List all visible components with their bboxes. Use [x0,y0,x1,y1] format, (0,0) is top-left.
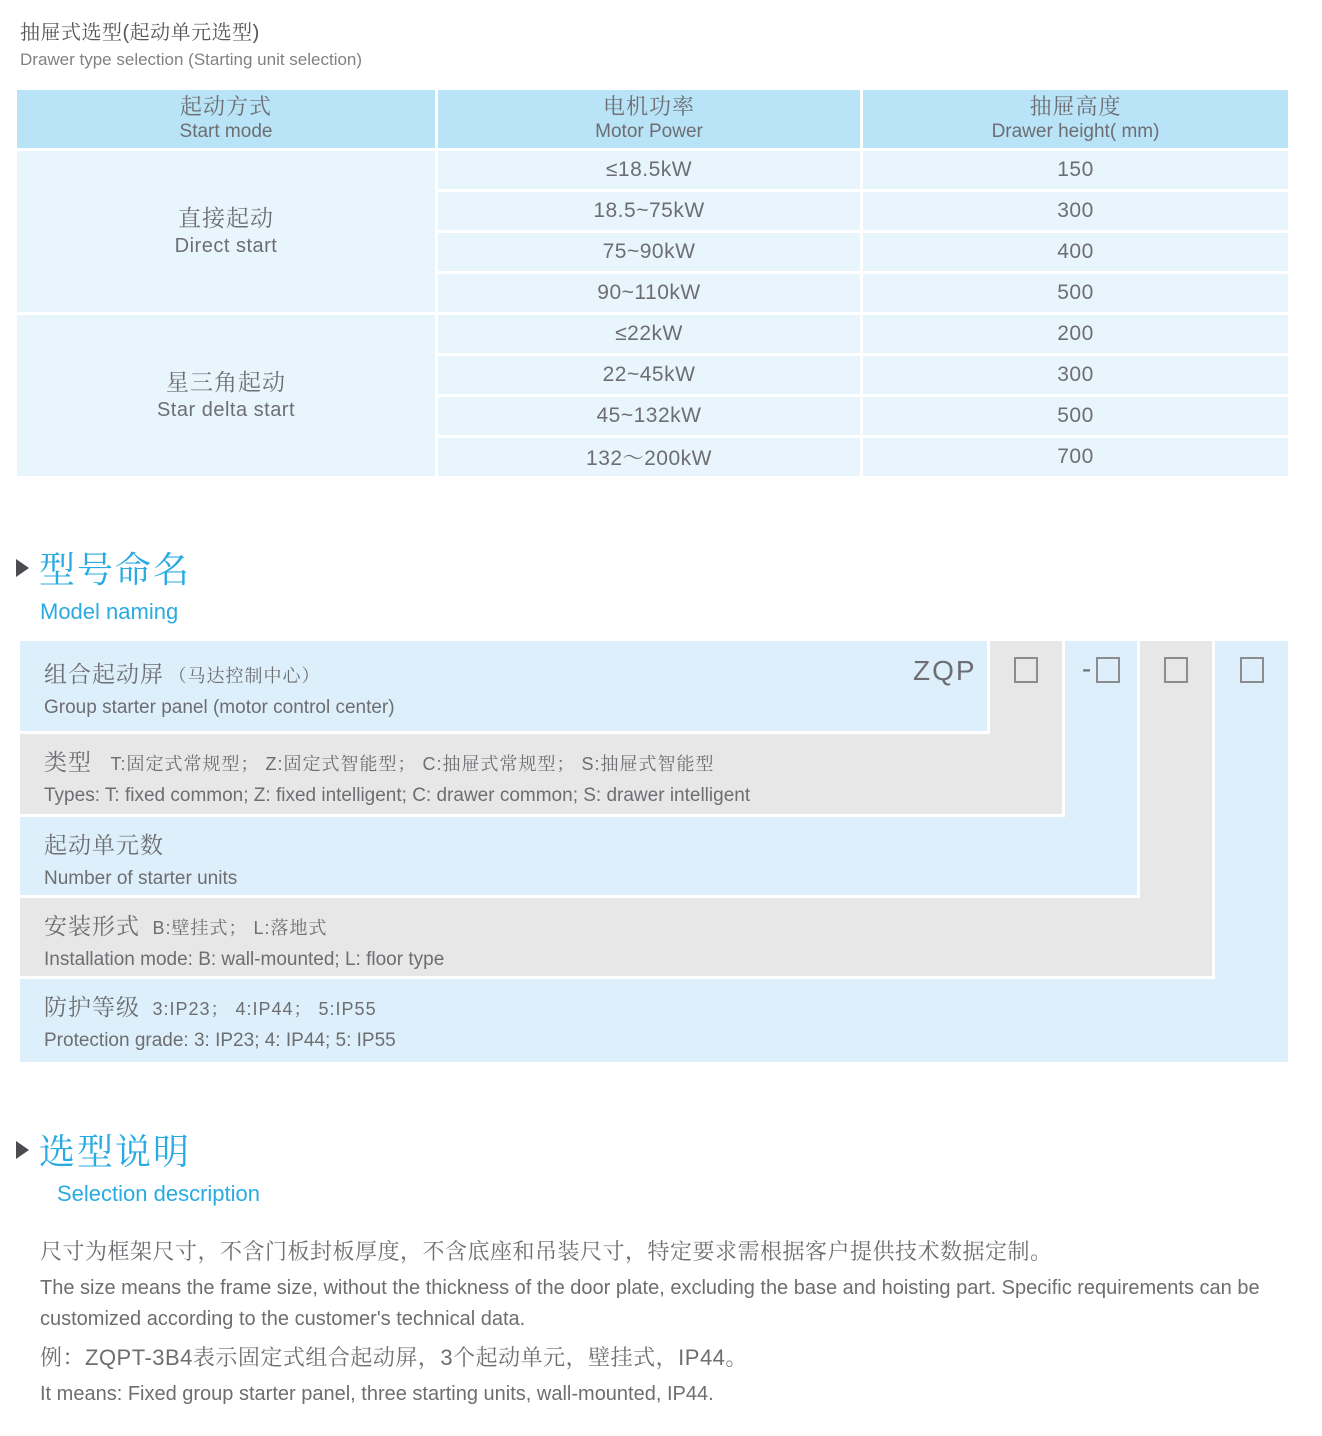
mode-en: Direct start [174,235,278,258]
col-header-start-mode [17,90,435,148]
start-mode-direct-cell [17,151,435,312]
table-cell-height: 300 [863,356,1288,394]
code-column-protection [1215,641,1288,980]
table-cell-height: 500 [863,274,1288,312]
mode-en: Star delta start [156,399,296,422]
naming-en: Number of starter units [44,868,238,890]
table-cell-height: 200 [863,315,1288,353]
code-column-installation [1140,641,1212,899]
table-cell-height: 400 [863,233,1288,271]
naming-cn: 安装形式 [44,913,140,939]
table-cell-power: 18.5~75kW [438,192,860,230]
mode-cn: 直接起动 [178,204,274,231]
header-cn: 电机功率 [602,94,695,120]
section-arrow-icon [16,559,29,577]
table-cell-power: ≤22kW [438,315,860,353]
section-subtitle: Selection description [57,1181,261,1206]
model-code-box [1096,657,1120,683]
naming-cn-detail: T:固定式常规型； Z:固定式智能型； C:抽屉式常规型； S:抽屉式智能型 [110,754,715,774]
table-cell-height: 700 [863,438,1288,476]
naming-row-starter-units [20,817,1137,895]
naming-en: Installation mode: B: wall-mounted; L: floor type [44,949,445,971]
naming-row-protection [20,979,1288,1062]
naming-row-types [20,734,1062,814]
table-cell-height: 500 [863,397,1288,435]
description-paragraphs [40,1235,1288,1410]
model-code-prefix: ZQP [913,655,977,686]
desc-paragraph-cn: 尺寸为框架尺寸，不含门板封板厚度，不含底座和吊装尺寸，特定要求需根据客户提供技术数据定制。 [40,1239,1053,1264]
page-title: 抽屉式选型(起动单元选型) [20,22,260,44]
table-cell-power: 75~90kW [438,233,860,271]
desc-paragraph-en: The size means the frame size, without the thickness of the door plate, excluding the base and hoisting part. Specific requirements can be customized according to the customer's technical data. [40,1277,1260,1331]
naming-en: Types: T: fixed common; Z: fixed intelligent; C: drawer common; S: drawer intelligent [44,785,751,807]
model-code-box [1014,657,1038,683]
table-cell-power: 22~45kW [438,356,860,394]
model-code-box [1240,657,1264,683]
naming-en: Group starter panel (motor control center) [44,697,395,719]
table-cell-power: 90~110kW [438,274,860,312]
naming-cn: 类型 [44,749,92,775]
header-cn: 起动方式 [179,94,272,120]
naming-cn-detail: 3:IP23； 4:IP44； 5:IP55 [152,999,377,1019]
page-header [20,16,1322,70]
section-title: 选型说明 [39,1131,192,1172]
naming-cn: 防护等级 [44,994,140,1020]
naming-cn-detail: （马达控制中心） [168,666,321,686]
naming-cn-detail: B:壁挂式； L:落地式 [152,918,328,938]
start-mode-star-delta-cell [17,315,435,476]
drawer-selection-table [17,90,1288,476]
table-cell-height: 150 [863,151,1288,189]
example-paragraph-en: It means: Fixed group starter panel, three starting units, wall-mounted, IP44. [40,1383,714,1406]
page-subtitle: Drawer type selection (Starting unit selection) [20,50,363,69]
example-paragraph-cn: 例：ZQPT-3B4表示固定式组合起动屏，3个起动单元，壁挂式，IP44。 [40,1345,748,1371]
mode-cn: 星三角起动 [166,368,286,395]
model-code-box [1164,657,1188,683]
table-cell-height: 300 [863,192,1288,230]
section-arrow-icon [16,1141,29,1159]
naming-cn: 起动单元数 [44,832,164,858]
header-en: Drawer height( mm) [991,120,1160,142]
model-naming-title-row [16,542,1322,593]
naming-row-group-starter-panel [20,641,987,731]
table-cell-power: 45~132kW [438,397,860,435]
selection-description-section [0,1124,1322,1410]
table-cell-power: ≤18.5kW [438,151,860,189]
header-en: Motor Power [595,120,703,142]
header-cn: 抽屉高度 [1029,94,1122,120]
model-code-hyphen: - [1081,653,1092,684]
section-title: 型号命名 [39,549,192,590]
col-header-drawer-height [863,90,1288,148]
code-column-type [990,641,1062,735]
header-en: Start mode [179,120,273,142]
naming-en: Protection grade: 3: IP23; 4: IP44; 5: IP55 [44,1030,396,1052]
model-naming-section [0,542,1322,1062]
naming-row-installation [20,898,1212,976]
code-column-units [1065,641,1137,818]
model-naming-diagram [20,641,1288,1062]
table-cell-power: 132～200kW [438,438,860,476]
naming-cn: 组合起动屏 [44,661,164,687]
section-subtitle: Model naming [40,599,179,624]
selection-desc-title-row [16,1124,1322,1175]
col-header-motor-power [438,90,860,148]
